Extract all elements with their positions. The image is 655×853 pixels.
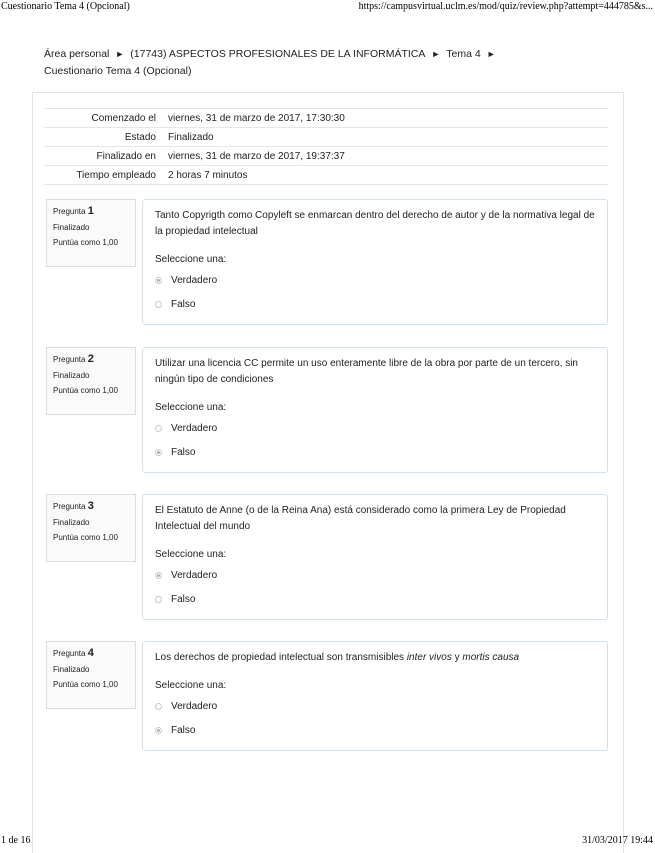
attempt-summary-table: [44, 108, 608, 185]
answer-option-true[interactable]: [155, 568, 595, 582]
question-info: [46, 199, 136, 267]
question-text: El Estatuto de Anne (o de la Reina Ana) está considerado como la primera Ley de Propiedad Intelectual del mundo: [155, 505, 566, 532]
breadcrumb-separator-icon: ►: [115, 49, 125, 59]
summary-row-state: [44, 128, 608, 147]
answer-prompt: Seleccione una:: [155, 254, 227, 265]
question-content: [142, 641, 608, 751]
question-text: Tanto Copyrigth como Copyleft se enmarcan dentro del derecho de autor y de la normativa legal de la propiedad intelectual: [155, 210, 595, 237]
breadcrumb: [44, 46, 564, 80]
question-info: [46, 641, 136, 709]
question-state: Finalizado: [53, 518, 90, 527]
answer-label: Verdadero: [171, 569, 218, 581]
answer-label: Verdadero: [171, 422, 218, 434]
answer-label: Falso: [171, 446, 196, 458]
breadcrumb-item-section[interactable]: Tema 4: [446, 48, 481, 60]
page-number: 1 de 16: [1, 835, 31, 846]
question-grade: Puntúa como 1,00: [53, 533, 118, 542]
breadcrumb-item-quiz[interactable]: Cuestionario Tema 4 (Opcional): [44, 65, 192, 77]
summary-label: Finalizado en: [96, 150, 156, 162]
summary-row-time-taken: [44, 166, 608, 185]
answer-prompt: Seleccione una:: [155, 680, 227, 691]
answer-option-false[interactable]: [155, 445, 595, 459]
breadcrumb-separator-icon: ►: [431, 49, 441, 59]
answer-label: Falso: [171, 298, 196, 310]
answer-label: Falso: [171, 593, 196, 605]
question-grade: Puntúa como 1,00: [53, 386, 118, 395]
print-datetime: 31/03/2017 19:44: [582, 835, 653, 846]
question-content: [142, 494, 608, 620]
question-text: Utilizar una licencia CC permite un uso enteramente libre de la obra por parte de un tercero, sin ningún tipo de condiciones: [155, 358, 578, 385]
answer-option-false[interactable]: [155, 297, 595, 311]
question-state: Finalizado: [53, 223, 90, 232]
radio-icon[interactable]: [155, 425, 162, 432]
question-number: Pregunta 1: [53, 205, 94, 217]
answer-option-false[interactable]: [155, 723, 595, 737]
summary-label: Comenzado el: [91, 112, 156, 124]
question-content: [142, 347, 608, 473]
answer-prompt: Seleccione una:: [155, 549, 227, 560]
question-number: Pregunta 4: [53, 647, 94, 659]
question-number: Pregunta 3: [53, 500, 94, 512]
question-info: [46, 494, 136, 562]
summary-label: Tiempo empleado: [76, 169, 156, 181]
question-state: Finalizado: [53, 665, 90, 674]
question-number: Pregunta 2: [53, 353, 94, 365]
breadcrumb-item-home[interactable]: Área personal: [44, 48, 110, 60]
radio-selected-icon[interactable]: [155, 277, 162, 284]
breadcrumb-item-course[interactable]: (17743) ASPECTOS PROFESIONALES DE LA INFORMÁTICA: [130, 48, 426, 60]
question-content: [142, 199, 608, 325]
print-title: Cuestionario Tema 4 (Opcional): [1, 1, 130, 12]
answer-option-false[interactable]: [155, 592, 595, 606]
breadcrumb-separator-icon: ►: [486, 49, 496, 59]
radio-icon[interactable]: [155, 703, 162, 710]
answer-label: Verdadero: [171, 274, 218, 286]
question-grade: Puntúa como 1,00: [53, 680, 118, 689]
question-info: [46, 347, 136, 415]
print-header: [0, 1, 655, 13]
answer-prompt: Seleccione una:: [155, 402, 227, 413]
question-state: Finalizado: [53, 371, 90, 380]
answer-label: Verdadero: [171, 700, 218, 712]
radio-icon[interactable]: [155, 596, 162, 603]
print-url: https://campusvirtual.uclm.es/mod/quiz/review.php?attempt=444785&s...: [358, 1, 653, 12]
summary-row-finished: [44, 147, 608, 166]
radio-selected-icon[interactable]: [155, 449, 162, 456]
answer-option-true[interactable]: [155, 699, 595, 713]
summary-value: Finalizado: [168, 131, 214, 143]
question-grade: Puntúa como 1,00: [53, 238, 118, 247]
radio-icon[interactable]: [155, 301, 162, 308]
answer-option-true[interactable]: [155, 273, 595, 287]
summary-value: 2 horas 7 minutos: [168, 169, 248, 181]
print-footer: [0, 835, 655, 847]
question-text: Los derechos de propiedad intelectual son transmisibles inter vivos y mortis causa: [155, 652, 520, 663]
answer-label: Falso: [171, 724, 196, 736]
summary-label: Estado: [124, 131, 156, 143]
summary-value: viernes, 31 de marzo de 2017, 19:37:37: [168, 150, 345, 162]
summary-row-started: [44, 109, 608, 128]
radio-selected-icon[interactable]: [155, 572, 162, 579]
answer-option-true[interactable]: [155, 421, 595, 435]
summary-value: viernes, 31 de marzo de 2017, 17:30:30: [168, 112, 345, 124]
radio-selected-icon[interactable]: [155, 727, 162, 734]
